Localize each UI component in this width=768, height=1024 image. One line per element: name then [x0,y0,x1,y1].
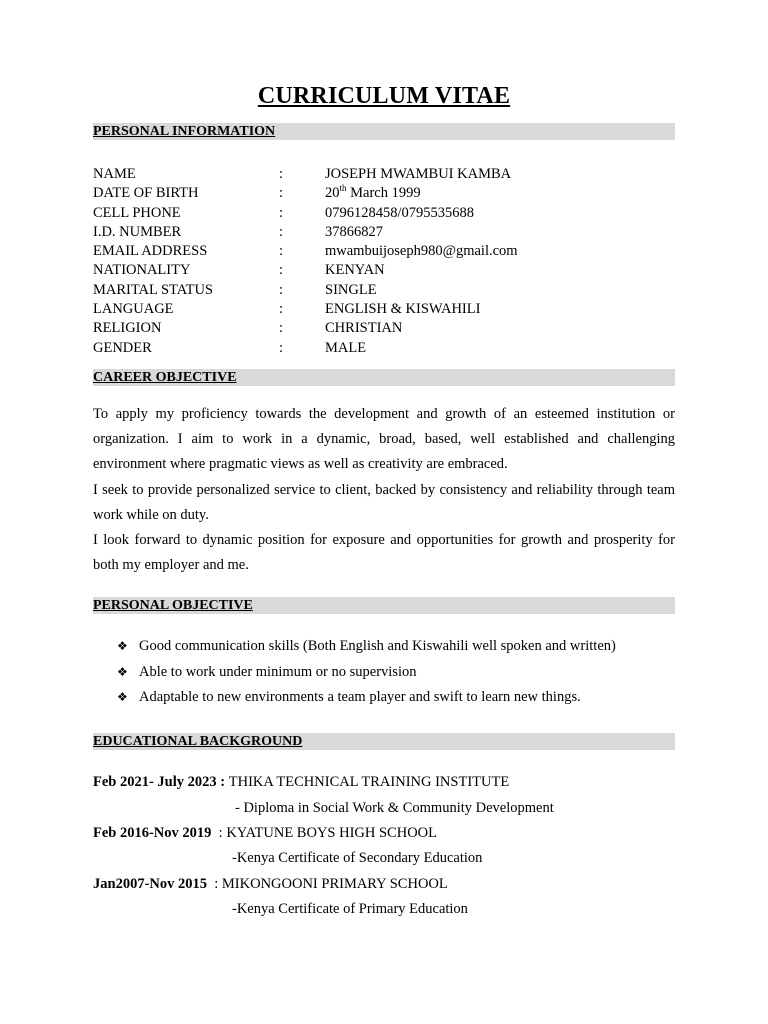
education-award-secondary: -Kenya Certificate of Secondary Education [232,850,483,866]
diamond-bullet-icon: ❖ [117,690,128,704]
info-value: SINGLE [325,282,377,298]
info-value: 0796128458/0795535688 [325,205,475,221]
info-label: DATE OF BIRTH [93,185,199,201]
list-item-text: Adaptable to new environments a team player and swift to learn new things. [139,689,581,705]
info-label: CELL PHONE [93,205,181,221]
personal-objective-list [117,634,677,711]
info-value: JOSEPH MWAMBUI KAMBA [325,166,512,182]
list-item [117,685,677,711]
info-value: mwambuijoseph980@gmail.com [325,243,518,259]
education-period: Jan2007-Nov 2015 [93,876,207,892]
info-label: LANGUAGE [93,301,174,317]
info-row-gender [93,339,693,358]
education-period: Feb 2021- July 2023 [93,774,217,790]
education-entry-secondary [93,824,437,843]
section-heading-personal-information [93,123,675,140]
info-value: ENGLISH & KISWAHILI [325,301,481,317]
info-label: NAME [93,166,136,182]
info-separator: : [279,320,284,336]
info-label: MARITAL STATUS [93,282,213,298]
section-heading-educational-background [93,733,675,750]
info-label: RELIGION [93,320,162,336]
info-row-nationality [93,261,693,280]
info-row-language [93,300,693,319]
info-separator: : [279,243,284,259]
education-period: Feb 2016-Nov 2019 [93,825,212,841]
list-item-text: Good communication skills (Both English and Kiswahili well spoken and written) [139,638,616,654]
info-label: NATIONALITY [93,262,191,278]
info-separator: : [279,301,284,317]
document-title: CURRICULUM VITAE [257,83,511,109]
education-entry-tertiary [93,773,509,792]
education-entry-primary [93,875,448,894]
career-objective-paragraph: To apply my proficiency towards the development and growth of an esteemed institution or organization. I aim to work in a dynamic, broad, based, well established and challenging environment where pragmatic views as well as creativity are embraced. [93,406,675,473]
education-separator: : [211,825,227,841]
info-row-religion [93,319,693,338]
education-separator: : [207,876,222,892]
diamond-bullet-icon: ❖ [117,639,128,653]
info-label: GENDER [93,340,152,356]
info-label: EMAIL ADDRESS [93,243,208,259]
list-item [117,660,677,686]
education-award-tertiary: - Diploma in Social Work & Community Development [235,800,554,816]
info-separator: : [279,185,284,201]
info-row-marital-status [93,281,693,300]
info-separator: : [279,224,284,240]
career-objective-text [93,402,675,578]
dob-suffix: th [339,183,347,193]
career-objective-paragraph: I look forward to dynamic position for exposure and opportunities for growth and prosperity for both my employer and me. [93,532,675,574]
info-value: KENYAN [325,262,385,278]
info-row-email-address [93,242,693,261]
info-separator: : [279,166,284,182]
section-heading-label: PERSONAL OBJECTIVE [93,598,253,613]
info-row-id-number [93,223,693,242]
career-objective-paragraph: I seek to provide personalized service to client, backed by consistency and reliability through team work while on duty. [93,481,675,523]
info-value: MALE [325,340,367,356]
list-item-text: Able to work under minimum or no supervision [139,663,417,680]
info-label: I.D. NUMBER [93,224,182,240]
list-item [117,634,677,660]
info-value [325,184,421,203]
dob-day: 20 [325,185,340,201]
info-separator: : [279,340,284,356]
info-value: CHRISTIAN [325,320,403,336]
section-heading-label: PERSONAL INFORMATION [93,124,276,139]
section-heading-label: CAREER OBJECTIVE [93,370,237,385]
info-separator: : [279,205,284,221]
education-school: MIKONGOONI PRIMARY SCHOOL [221,876,448,892]
info-row-cell-phone [93,204,693,223]
info-separator: : [279,282,284,298]
section-heading-career-objective [93,369,675,386]
info-row-date-of-birth [93,184,693,203]
dob-month-year: March 1999 [346,185,421,201]
section-heading-personal-objective [93,597,675,614]
education-award-primary: -Kenya Certificate of Primary Education [232,901,468,917]
diamond-bullet-icon: ❖ [117,664,128,679]
info-row-name [93,165,693,184]
education-school: THIKA TECHNICAL TRAINING INSTITUTE [228,774,510,790]
education-separator: : [216,774,229,790]
section-heading-label: EDUCATIONAL BACKGROUND [93,734,303,749]
education-school: KYATUNE BOYS HIGH SCHOOL [226,825,437,841]
info-separator: : [279,262,284,278]
info-value: 37866827 [325,224,383,240]
